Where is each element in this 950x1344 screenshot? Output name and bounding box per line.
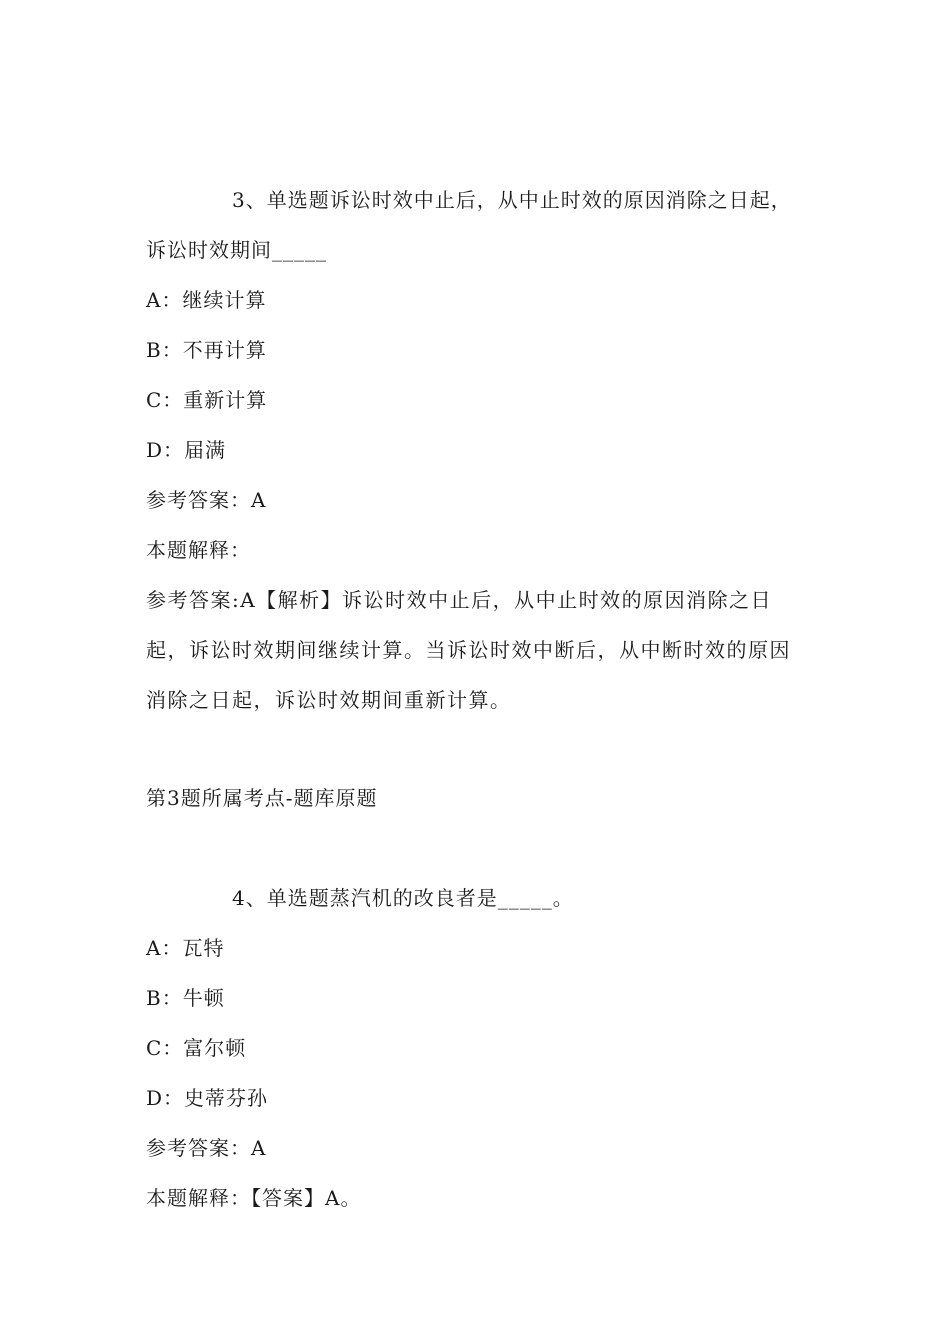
q3-option-d: D：届满	[146, 438, 227, 462]
q3-option-b: B：不再计算	[146, 338, 267, 362]
q4-option-a: A：瓦特	[146, 936, 225, 960]
q4-option-b: B：牛顿	[146, 986, 225, 1010]
q4-explanation: 本题解释：【答案】A。	[146, 1186, 362, 1210]
q4-answer: 参考答案：A	[146, 1136, 267, 1160]
q3-option-c: C：重新计算	[146, 388, 268, 412]
q3-explanation: 参考答案:A【解析】诉讼时效中止后，从中止时效的原因消除之日起，诉讼时效期间继续计算。当诉讼时效中断后，从中断时效的原因消除之日起，诉讼时效期间重新计算。	[146, 588, 791, 712]
q3-option-a: A：继续计算	[146, 288, 267, 312]
q3-knowledge-point: 第3题所属考点-题库原题	[146, 786, 378, 810]
q3-answer: 参考答案：A	[146, 488, 267, 512]
q3-stem-line1: 3、单选题诉讼时效中止后，从中止时效的原因消除之日起，	[232, 188, 792, 212]
q3-explanation-label: 本题解释：	[146, 538, 251, 562]
q4-option-d: D：史蒂芬孙	[146, 1086, 269, 1110]
q4-option-c: C：富尔顿	[146, 1036, 247, 1060]
q3-stem-line2: 诉讼时效期间_____	[146, 238, 327, 262]
q4-stem: 4、单选题蒸汽机的改良者是_____。	[232, 886, 574, 910]
